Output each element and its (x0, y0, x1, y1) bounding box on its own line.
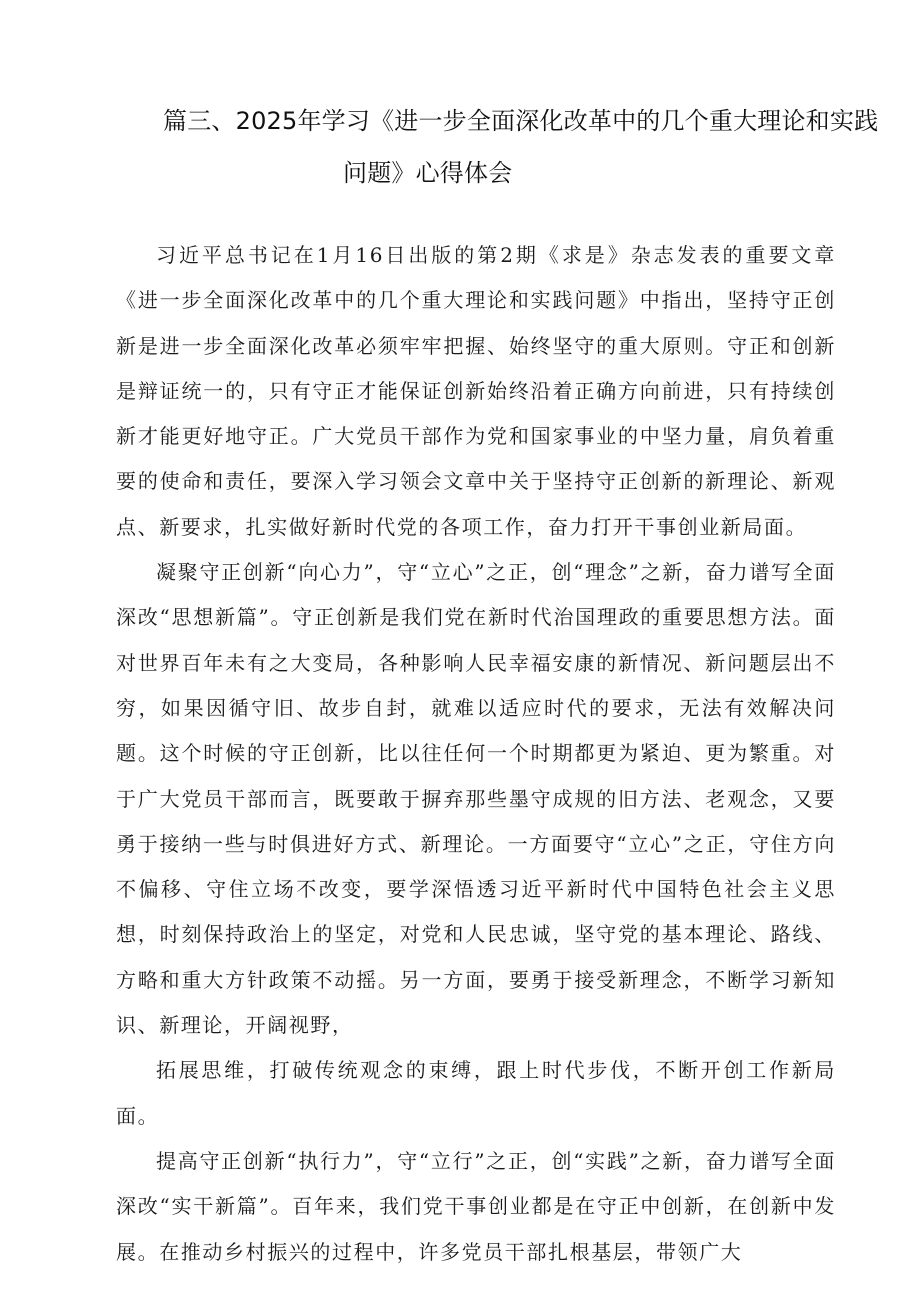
title-line-2: 问题》心得体会 (343, 159, 513, 187)
paragraph-1: 习近平总书记在1月16日出版的第2期《求是》杂志发表的重要文章《进一步全面深化改革中的几个重大理论和实践问题》中指出，坚持守正创新是进一步全面深化改革必须牢牢把握、始终坚守的重大原则。守正和创新是辩证统一的，只有守正才能保证创新始终沿着正确方向前进，只有持续创新才能更好地守正。广大党员干部作为党和国家事业的中坚力量，肩负着重要的使命和责任，要深入学习领会文章中关于坚持守正创新的新理论、新观点、新要求，扎实做好新时代党的各项工作，奋力打开干事创业新局面。 (116, 243, 836, 539)
paragraph-2: 凝聚守正创新“向心力”，守“立心”之正，创“理念”之新，奋力谱写全面深改“思想新篇”。守正创新是我们党在新时代治国理政的重要思想方法。面对世界百年未有之大变局，各种影响人民幸福安康的新情况、新问题层出不穷，如果因循守旧、故步自封，就难以适应时代的要求，无法有效解决问题。这个时候的守正创新，比以往任何一个时期都更为紧迫、更为繁重。对于广大党员干部而言，既要敢于摒弃那些墨守成规的旧方法、老观念，又要勇于接纳一些与时俱进好方式、新理论。一方面要守“立心”之正，守住方向不偏移、守住立场不改变，要学深悟透习近平新时代中国特色社会主义思想，时刻保持政治上的坚定，对党和人民忠诚，坚守党的基本理论、路线、方略和重大方针政策不动摇。另一方面，要勇于接受新理念，不断学习新知识、新理论，开阔视野， (116, 560, 836, 1038)
title-line-1: 篇三、2025年学习《进一步全面深化改革中的几个重大理论和实践 (163, 107, 879, 135)
paragraph-3: 拓展思维，打破传统观念的束缚，跟上时代步伐，不断开创工作新局面。 (116, 1058, 836, 1128)
document-title (163, 95, 879, 199)
paragraph-4: 提高守正创新“执行力”，守“立行”之正，创“实践”之新，奋力谱写全面深改“实干新篇”。百年来，我们党干事创业都是在守正中创新，在创新中发展。在推动乡村振兴的过程中，许多党员干部扎根基层，带领广大 (116, 1148, 836, 1264)
document-body (116, 233, 836, 1275)
